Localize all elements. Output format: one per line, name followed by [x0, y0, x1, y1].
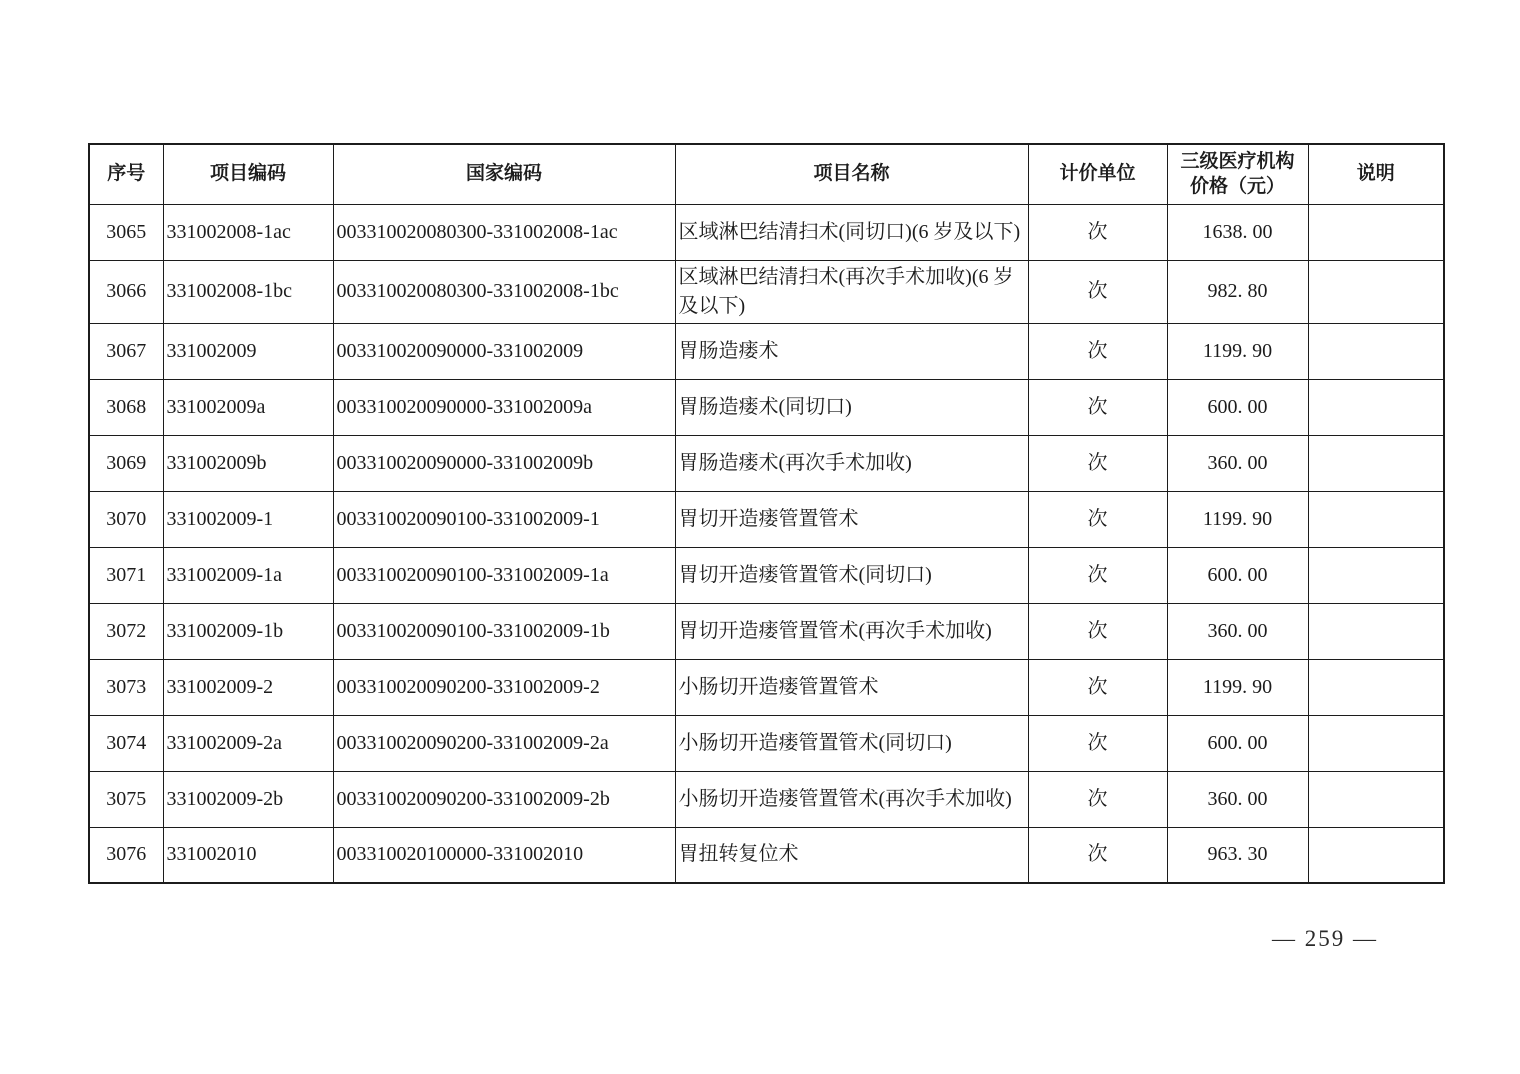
unit-cell: 次 — [1028, 435, 1167, 491]
project-name-cell: 胃扭转复位术 — [675, 827, 1028, 883]
page-number: — 259 — — [1272, 926, 1378, 951]
seq-cell: 3067 — [89, 323, 163, 379]
table-row — [89, 379, 1444, 435]
price-cell: 600. 00 — [1167, 547, 1308, 603]
price-cell: 360. 00 — [1167, 435, 1308, 491]
project-code-cell: 331002009-2b — [163, 771, 333, 827]
project-code-cell: 331002009b — [163, 435, 333, 491]
price-cell: 600. 00 — [1167, 715, 1308, 771]
col-header-project-name: 项目名称 — [675, 144, 1028, 204]
project-code-cell: 331002010 — [163, 827, 333, 883]
project-code-cell: 331002009-1 — [163, 491, 333, 547]
note-cell — [1308, 379, 1444, 435]
note-cell — [1308, 204, 1444, 260]
note-cell — [1308, 491, 1444, 547]
project-code-cell: 331002009-2a — [163, 715, 333, 771]
unit-cell: 次 — [1028, 659, 1167, 715]
price-table — [88, 143, 1445, 884]
price-cell: 1638. 00 — [1167, 204, 1308, 260]
table-row — [89, 435, 1444, 491]
project-code-cell: 331002009a — [163, 379, 333, 435]
unit-cell: 次 — [1028, 379, 1167, 435]
national-code-cell: 003310020090200-331002009-2b — [333, 771, 675, 827]
price-cell: 360. 00 — [1167, 771, 1308, 827]
table-row — [89, 491, 1444, 547]
project-code-cell: 331002008-1ac — [163, 204, 333, 260]
project-name-cell: 小肠切开造瘘管置管术(再次手术加收) — [675, 771, 1028, 827]
project-code-cell: 331002009 — [163, 323, 333, 379]
unit-cell: 次 — [1028, 323, 1167, 379]
project-code-cell: 331002009-2 — [163, 659, 333, 715]
national-code-cell: 003310020090200-331002009-2a — [333, 715, 675, 771]
unit-cell: 次 — [1028, 715, 1167, 771]
col-header-seq: 序号 — [89, 144, 163, 204]
price-cell: 1199. 90 — [1167, 491, 1308, 547]
seq-cell: 3072 — [89, 603, 163, 659]
national-code-cell: 003310020090100-331002009-1 — [333, 491, 675, 547]
table-row — [89, 547, 1444, 603]
unit-cell: 次 — [1028, 547, 1167, 603]
price-cell: 963. 30 — [1167, 827, 1308, 883]
project-name-cell: 胃肠造瘘术 — [675, 323, 1028, 379]
col-header-note: 说明 — [1308, 144, 1444, 204]
project-name-cell: 区域淋巴结清扫术(再次手术加收)(6 岁及以下) — [675, 260, 1028, 323]
national-code-cell: 003310020090000-331002009a — [333, 379, 675, 435]
national-code-cell: 003310020090000-331002009 — [333, 323, 675, 379]
seq-cell: 3065 — [89, 204, 163, 260]
unit-cell: 次 — [1028, 260, 1167, 323]
price-cell: 1199. 90 — [1167, 323, 1308, 379]
project-name-cell: 胃切开造瘘管置管术(再次手术加收) — [675, 603, 1028, 659]
project-name-cell: 胃切开造瘘管置管术 — [675, 491, 1028, 547]
project-code-cell: 331002008-1bc — [163, 260, 333, 323]
unit-cell: 次 — [1028, 827, 1167, 883]
national-code-cell: 003310020080300-331002008-1ac — [333, 204, 675, 260]
col-header-price: 三级医疗机构价格（元） — [1167, 144, 1308, 204]
note-cell — [1308, 715, 1444, 771]
price-cell: 982. 80 — [1167, 260, 1308, 323]
col-header-national-code: 国家编码 — [333, 144, 675, 204]
seq-cell: 3076 — [89, 827, 163, 883]
national-code-cell: 003310020090000-331002009b — [333, 435, 675, 491]
note-cell — [1308, 435, 1444, 491]
col-header-project-code: 项目编码 — [163, 144, 333, 204]
price-cell: 1199. 90 — [1167, 659, 1308, 715]
seq-cell: 3070 — [89, 491, 163, 547]
note-cell — [1308, 603, 1444, 659]
unit-cell: 次 — [1028, 491, 1167, 547]
seq-cell: 3069 — [89, 435, 163, 491]
note-cell — [1308, 827, 1444, 883]
project-name-cell: 小肠切开造瘘管置管术 — [675, 659, 1028, 715]
table-row — [89, 260, 1444, 323]
price-cell: 360. 00 — [1167, 603, 1308, 659]
note-cell — [1308, 771, 1444, 827]
project-name-cell: 胃肠造瘘术(同切口) — [675, 379, 1028, 435]
table-row — [89, 715, 1444, 771]
col-header-unit: 计价单位 — [1028, 144, 1167, 204]
table-row — [89, 659, 1444, 715]
national-code-cell: 003310020090100-331002009-1b — [333, 603, 675, 659]
seq-cell: 3066 — [89, 260, 163, 323]
seq-cell: 3071 — [89, 547, 163, 603]
unit-cell: 次 — [1028, 204, 1167, 260]
table-body — [89, 204, 1444, 883]
table-row — [89, 827, 1444, 883]
project-name-cell: 小肠切开造瘘管置管术(同切口) — [675, 715, 1028, 771]
project-name-cell: 胃肠造瘘术(再次手术加收) — [675, 435, 1028, 491]
national-code-cell: 003310020090100-331002009-1a — [333, 547, 675, 603]
table-row — [89, 603, 1444, 659]
national-code-cell: 003310020090200-331002009-2 — [333, 659, 675, 715]
unit-cell: 次 — [1028, 771, 1167, 827]
seq-cell: 3068 — [89, 379, 163, 435]
note-cell — [1308, 260, 1444, 323]
price-cell: 600. 00 — [1167, 379, 1308, 435]
note-cell — [1308, 323, 1444, 379]
project-name-cell: 胃切开造瘘管置管术(同切口) — [675, 547, 1028, 603]
table-row — [89, 323, 1444, 379]
header-row — [89, 144, 1444, 204]
project-code-cell: 331002009-1b — [163, 603, 333, 659]
seq-cell: 3075 — [89, 771, 163, 827]
table-header — [89, 144, 1444, 204]
note-cell — [1308, 547, 1444, 603]
seq-cell: 3074 — [89, 715, 163, 771]
national-code-cell: 003310020080300-331002008-1bc — [333, 260, 675, 323]
table-row — [89, 204, 1444, 260]
seq-cell: 3073 — [89, 659, 163, 715]
national-code-cell: 003310020100000-331002010 — [333, 827, 675, 883]
table-row — [89, 771, 1444, 827]
note-cell — [1308, 659, 1444, 715]
project-name-cell: 区域淋巴结清扫术(同切口)(6 岁及以下) — [675, 204, 1028, 260]
project-code-cell: 331002009-1a — [163, 547, 333, 603]
unit-cell: 次 — [1028, 603, 1167, 659]
